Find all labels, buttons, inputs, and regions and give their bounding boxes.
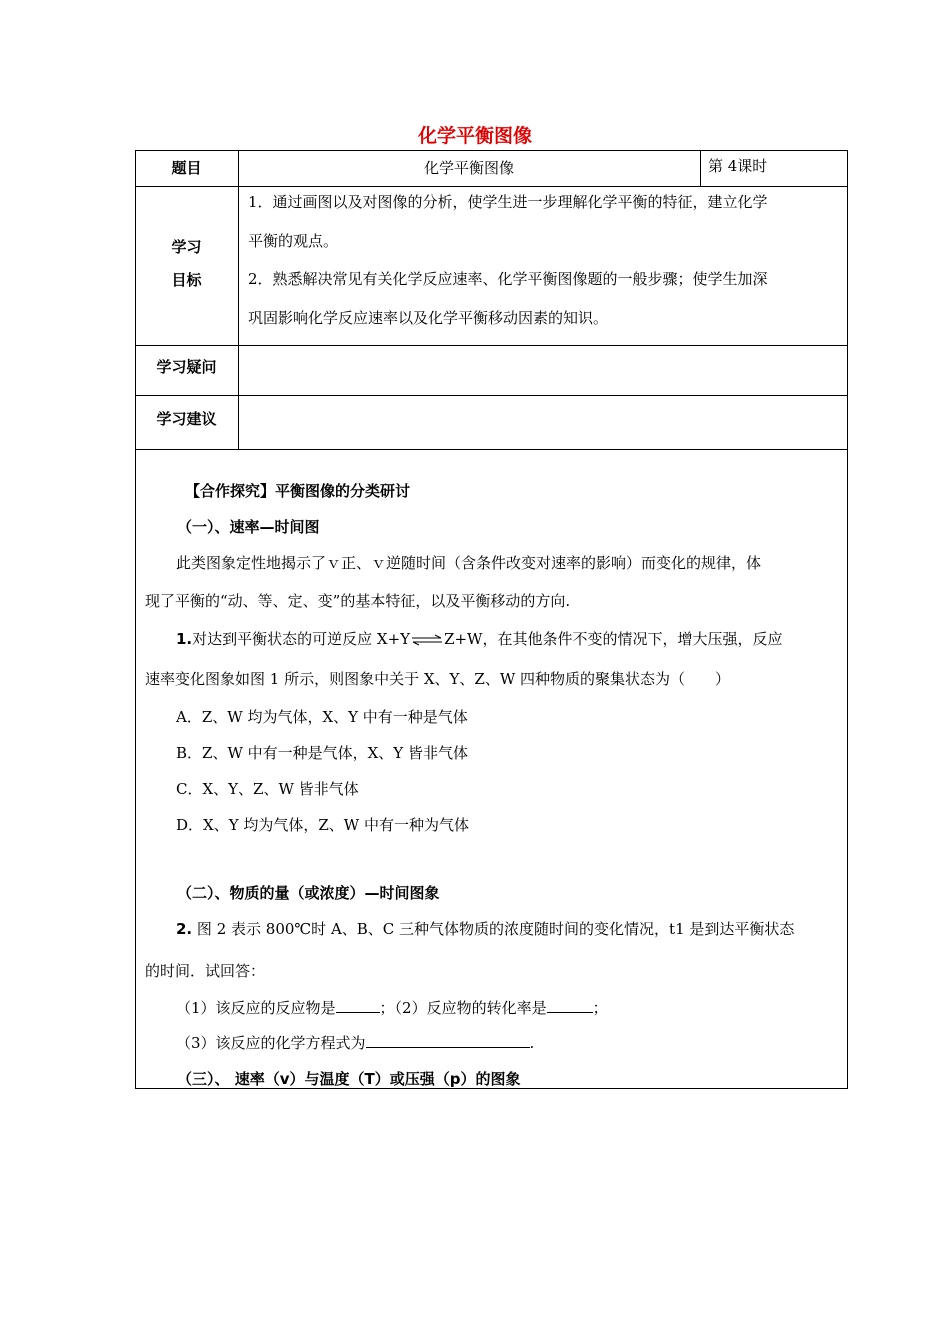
question-2-line1: [176, 918, 794, 939]
document-title: 化学平衡图像: [417, 125, 532, 147]
question-2-text: 图 2 表示 800℃时 A、B、C 三种气体物质的浓度随时间的变化情况，t1 是到达平衡状态: [196, 920, 795, 938]
option-d: D．X、Y 均为气体，Z、W 中有一种为气体: [176, 816, 469, 834]
content-area: [145, 0, 840, 1089]
question-1-line2: 速率变化图象如图 1 所示，则图象中关于 X、Y、Z、W 四种物质的聚集状态为（ ）: [145, 670, 731, 688]
sub1-text-a: （1）该反应的反应物是: [176, 999, 336, 1017]
equilibrium-arrow-icon: [411, 634, 443, 646]
goal-line: 1．通过画图以及对图像的分析，使学生进一步理解化学平衡的特征，建立化学: [248, 193, 768, 211]
question-1-number: 1.: [176, 630, 193, 648]
sub1-text-b: ；（2）反应物的转化率是: [379, 999, 547, 1017]
topic-label: 题目: [171, 159, 202, 177]
answer-blank-conversion: [547, 997, 593, 1013]
question-1-text-a: 对达到平衡状态的可逆反应 X+Y: [192, 630, 411, 648]
sub1-text-c: ；: [592, 999, 608, 1017]
section-heading: 【合作探究】平衡图像的分类研讨: [185, 482, 411, 500]
option-c: C．X、Y、Z、W 皆非气体: [176, 780, 359, 798]
topic-value: 化学平衡图像: [423, 159, 514, 177]
part3-heading: （三）、 速率（v）与温度（T）或压强（p）的图象: [177, 1070, 521, 1088]
option-b: B．Z、W 中有一种是气体，X、Y 皆非气体: [176, 744, 468, 762]
answer-blank-equation: [366, 1032, 530, 1048]
answer-blank-reactants: [336, 997, 380, 1013]
part1-heading: （一）、速率—时间图: [177, 518, 320, 536]
question-2-line2: 的时间．试回答：: [145, 962, 266, 980]
goal-line: 巩固影响化学反应速率以及化学平衡移动因素的知识。: [248, 308, 609, 327]
lesson-number: 第 4课时: [708, 157, 768, 175]
goal-line: 2．熟悉解决常见有关化学反应速率、化学平衡图像题的一般步骤；使学生加深: [248, 270, 768, 288]
suggestions-label: 学习建议: [156, 410, 217, 428]
goal-line: 平衡的观点。: [248, 231, 339, 250]
option-a: A．Z、W 均为气体，X、Y 中有一种是气体: [176, 708, 468, 726]
part2-heading: （二）、物质的量（或浓度）—时间图象: [177, 884, 440, 902]
part1-intro-line2: 现了平衡的“动、等、定、变”的基本特征，以及平衡移动的方向.: [145, 592, 571, 610]
goals-label-line1: 学习: [171, 238, 202, 256]
sub2-text-a: （3）该反应的化学方程式为: [176, 1034, 366, 1052]
question-2-sub2: [176, 1032, 534, 1053]
question-2-number: 2.: [176, 920, 193, 938]
part1-intro-line1: 此类图象定性地揭示了ｖ正、ｖ逆随时间（含条件改变对速率的影响）而变化的规律，体: [176, 554, 762, 572]
sub2-text-b: .: [529, 1034, 535, 1052]
questions-label: 学习疑问: [156, 358, 217, 376]
question-1-line1: [176, 628, 782, 649]
goals-label-line2: 目标: [171, 271, 202, 289]
question-1-text-b: Z+W，在其他条件不变的情况下，增大压强，反应: [444, 630, 783, 648]
question-2-sub1: [176, 997, 608, 1018]
